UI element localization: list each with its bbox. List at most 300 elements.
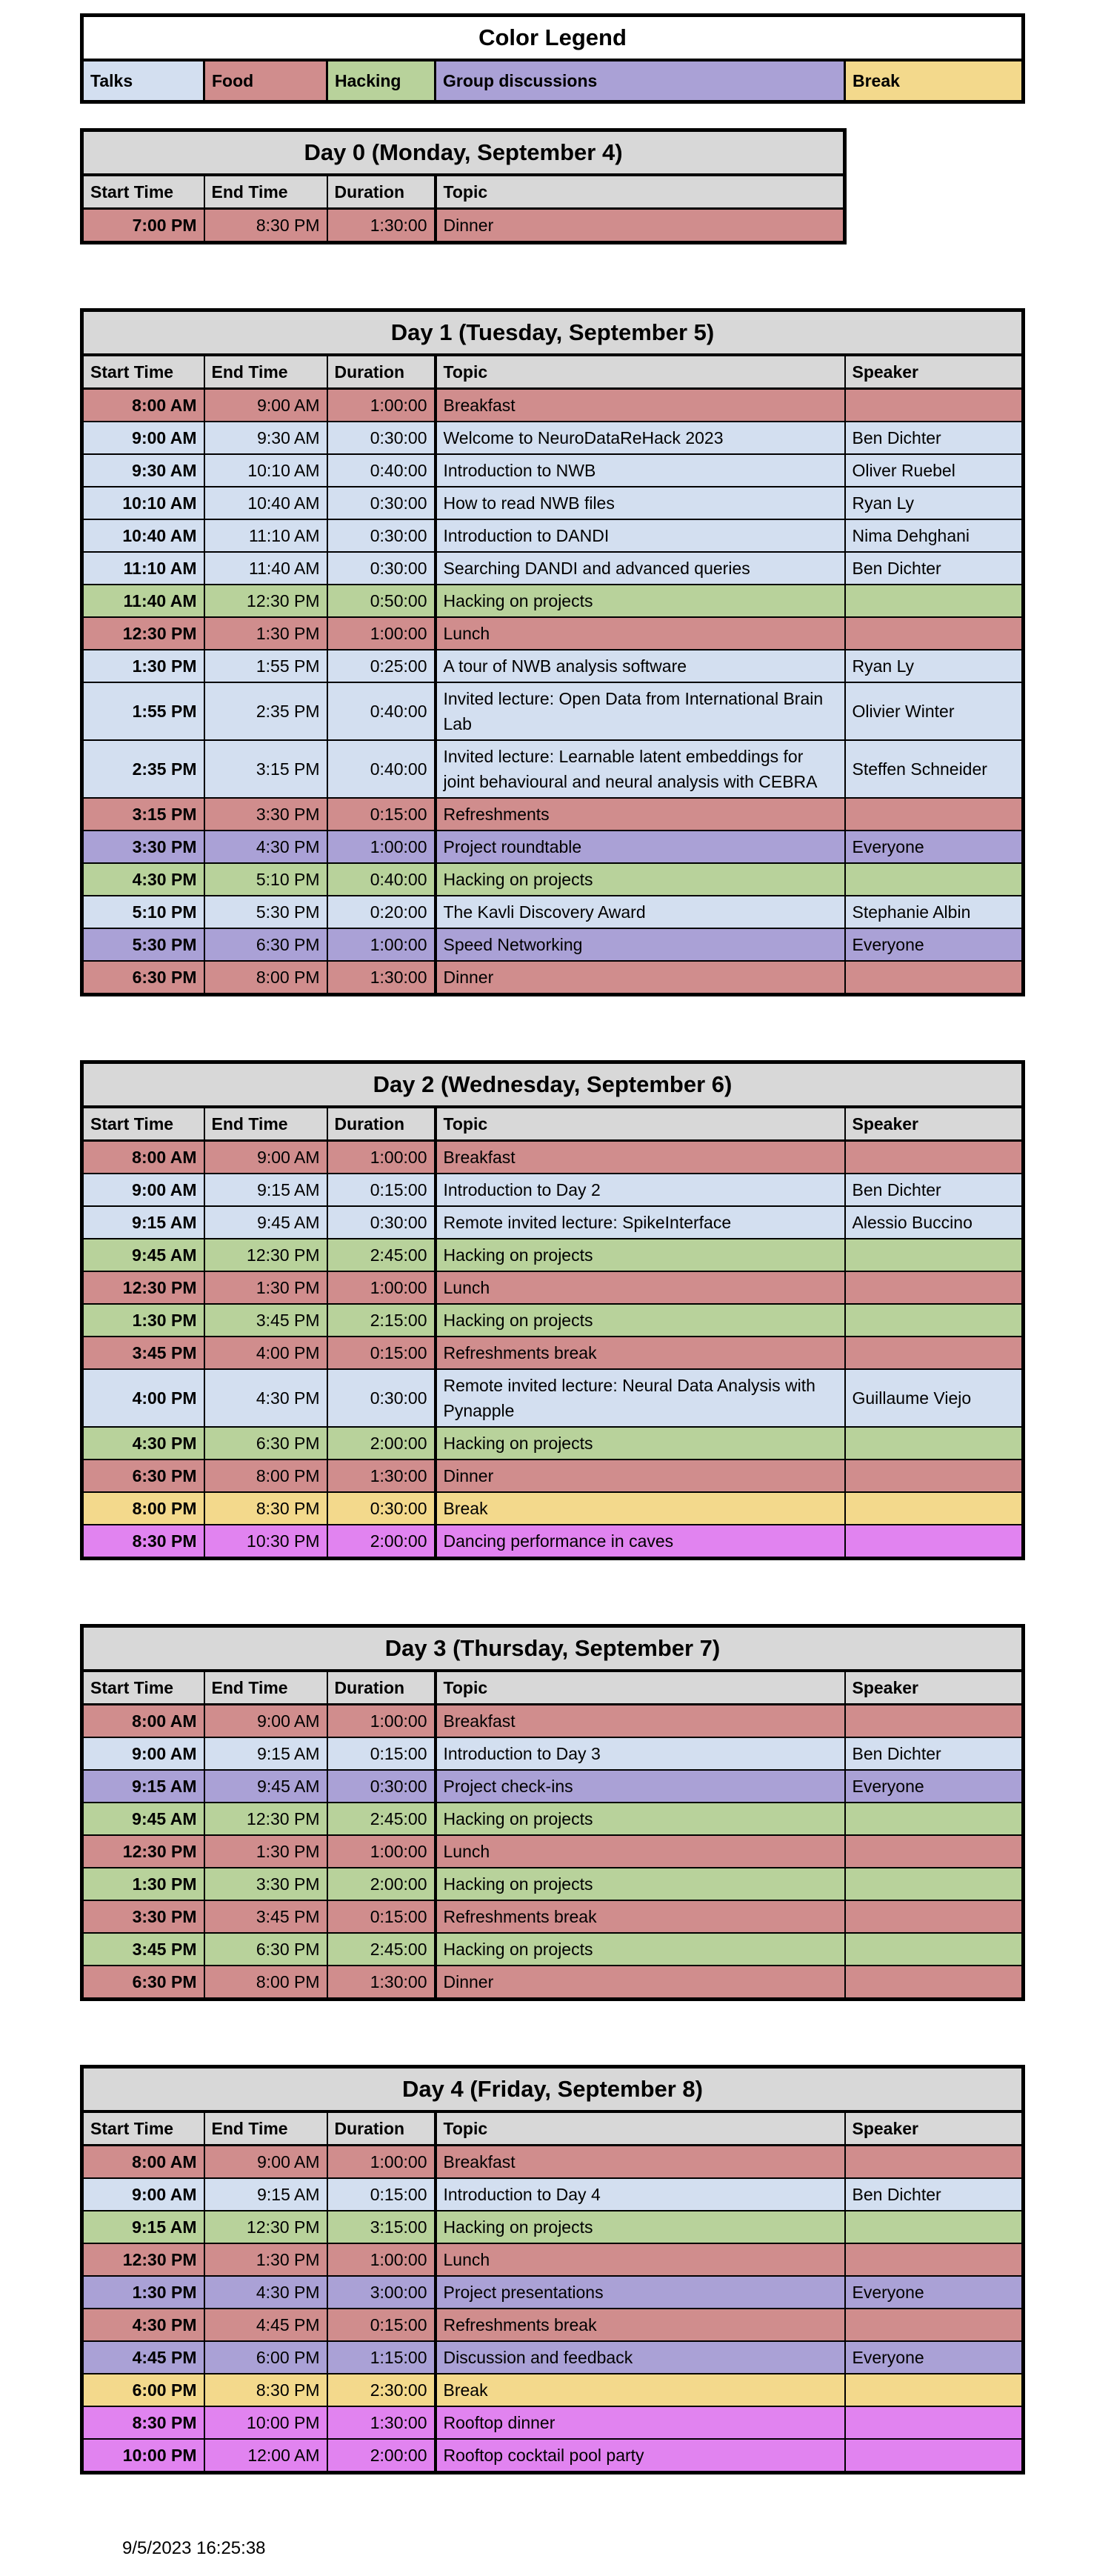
start-cell: 8:30 PM	[82, 2406, 204, 2439]
topic-cell: Lunch	[436, 2243, 845, 2276]
end-cell: 1:55 PM	[204, 650, 327, 682]
topic-cell: Hacking on projects	[436, 1304, 845, 1337]
start-cell: 3:45 PM	[82, 1337, 204, 1369]
col-header-topic: Topic	[436, 175, 845, 209]
topic-cell: Breakfast	[436, 1141, 845, 1174]
speaker-cell: Everyone	[845, 831, 1024, 863]
start-cell: 8:30 PM	[82, 1525, 204, 1559]
end-cell: 12:00 AM	[204, 2439, 327, 2473]
duration-cell: 0:30:00	[327, 1770, 436, 1803]
schedule-row	[82, 2178, 1024, 2211]
start-cell: 3:15 PM	[82, 798, 204, 831]
start-cell: 4:45 PM	[82, 2341, 204, 2374]
speaker-cell	[845, 1933, 1024, 1966]
topic-cell: Remote invited lecture: Neural Data Analysis with Pynapple	[436, 1369, 845, 1427]
end-cell: 6:30 PM	[204, 1933, 327, 1966]
topic-cell: Project check-ins	[436, 1770, 845, 1803]
speaker-cell	[845, 617, 1024, 650]
speaker-cell	[845, 1304, 1024, 1337]
start-cell: 8:00 AM	[82, 2146, 204, 2179]
start-cell: 5:30 PM	[82, 928, 204, 961]
end-cell: 12:30 PM	[204, 585, 327, 617]
col-header-end: End Time	[204, 175, 327, 209]
speaker-cell	[845, 1525, 1024, 1559]
start-cell: 9:15 AM	[82, 2211, 204, 2243]
topic-cell: Dinner	[436, 209, 845, 243]
duration-cell: 1:30:00	[327, 961, 436, 995]
end-cell: 4:45 PM	[204, 2309, 327, 2341]
topic-cell: Introduction to Day 4	[436, 2178, 845, 2211]
schedule-row	[82, 1835, 1024, 1868]
topic-cell: The Kavli Discovery Award	[436, 896, 845, 928]
end-cell: 12:30 PM	[204, 1803, 327, 1835]
end-cell: 8:30 PM	[204, 1492, 327, 1525]
col-header-start: Start Time	[82, 1107, 204, 1141]
topic-cell: Speed Networking	[436, 928, 845, 961]
speaker-cell	[845, 2146, 1024, 2179]
start-cell: 11:10 AM	[82, 552, 204, 585]
start-cell: 9:30 AM	[82, 454, 204, 487]
speaker-cell: Ben Dichter	[845, 1174, 1024, 1206]
topic-cell: Hacking on projects	[436, 2211, 845, 2243]
schedule-row	[82, 487, 1024, 519]
end-cell: 10:40 AM	[204, 487, 327, 519]
schedule-row	[82, 2309, 1024, 2341]
duration-cell: 1:00:00	[327, 1705, 436, 1738]
speaker-cell	[845, 1705, 1024, 1738]
speaker-cell	[845, 1868, 1024, 1900]
start-cell: 4:00 PM	[82, 1369, 204, 1427]
column-header-row	[82, 2111, 1024, 2146]
schedule-row	[82, 1206, 1024, 1239]
duration-cell: 1:30:00	[327, 209, 436, 243]
speaker-cell	[845, 961, 1024, 995]
speaker-cell	[845, 1803, 1024, 1835]
end-cell: 12:30 PM	[204, 1239, 327, 1271]
topic-cell: Discussion and feedback	[436, 2341, 845, 2374]
duration-cell: 1:00:00	[327, 1271, 436, 1304]
schedule-tables	[80, 128, 1111, 2475]
schedule-row	[82, 1966, 1024, 2000]
start-cell: 4:30 PM	[82, 2309, 204, 2341]
duration-cell: 1:30:00	[327, 2406, 436, 2439]
topic-cell: Breakfast	[436, 1705, 845, 1738]
legend-item-group-discussions: Group discussions	[436, 60, 845, 102]
topic-cell: Hacking on projects	[436, 1868, 845, 1900]
topic-cell: Break	[436, 1492, 845, 1525]
duration-cell: 3:15:00	[327, 2211, 436, 2243]
topic-cell: Hacking on projects	[436, 1933, 845, 1966]
duration-cell: 2:45:00	[327, 1803, 436, 1835]
speaker-cell: Ben Dichter	[845, 1737, 1024, 1770]
schedule-row	[82, 961, 1024, 995]
end-cell: 1:30 PM	[204, 617, 327, 650]
schedule-row	[82, 585, 1024, 617]
speaker-cell	[845, 1835, 1024, 1868]
speaker-cell	[845, 2309, 1024, 2341]
speaker-cell	[845, 2439, 1024, 2473]
start-cell: 8:00 AM	[82, 389, 204, 422]
end-cell: 9:00 AM	[204, 2146, 327, 2179]
col-header-start: Start Time	[82, 175, 204, 209]
topic-cell: Refreshments	[436, 798, 845, 831]
speaker-cell: Ben Dichter	[845, 422, 1024, 454]
speaker-cell: Ben Dichter	[845, 2178, 1024, 2211]
end-cell: 6:00 PM	[204, 2341, 327, 2374]
start-cell: 5:10 PM	[82, 896, 204, 928]
end-cell: 11:40 AM	[204, 552, 327, 585]
end-cell: 3:30 PM	[204, 798, 327, 831]
schedule-row	[82, 1271, 1024, 1304]
col-header-duration: Duration	[327, 1107, 436, 1141]
start-cell: 9:00 AM	[82, 1174, 204, 1206]
end-cell: 3:30 PM	[204, 1868, 327, 1900]
topic-cell: Invited lecture: Open Data from International Brain Lab	[436, 682, 845, 740]
start-cell: 9:45 AM	[82, 1803, 204, 1835]
schedule-row	[82, 1900, 1024, 1933]
speaker-cell: Everyone	[845, 928, 1024, 961]
col-header-start: Start Time	[82, 2111, 204, 2146]
topic-cell: Breakfast	[436, 2146, 845, 2179]
start-cell: 3:45 PM	[82, 1933, 204, 1966]
schedule-row	[82, 798, 1024, 831]
col-header-end: End Time	[204, 1671, 327, 1705]
speaker-cell	[845, 1900, 1024, 1933]
col-header-end: End Time	[204, 355, 327, 389]
start-cell: 3:30 PM	[82, 831, 204, 863]
duration-cell: 1:00:00	[327, 617, 436, 650]
col-header-duration: Duration	[327, 1671, 436, 1705]
speaker-cell	[845, 1492, 1024, 1525]
end-cell: 9:00 AM	[204, 1141, 327, 1174]
schedule-row	[82, 519, 1024, 552]
col-header-duration: Duration	[327, 355, 436, 389]
duration-cell: 0:40:00	[327, 740, 436, 798]
topic-cell: Hacking on projects	[436, 1239, 845, 1271]
topic-cell: Welcome to NeuroDataReHack 2023	[436, 422, 845, 454]
schedule-row	[82, 2374, 1024, 2406]
start-cell: 4:30 PM	[82, 1427, 204, 1460]
day-title: Day 2 (Wednesday, September 6)	[82, 1062, 1024, 1108]
schedule-row	[82, 928, 1024, 961]
start-cell: 1:55 PM	[82, 682, 204, 740]
schedule-row	[82, 1803, 1024, 1835]
col-header-speaker: Speaker	[845, 1671, 1024, 1705]
end-cell: 8:00 PM	[204, 1460, 327, 1492]
speaker-cell	[845, 1271, 1024, 1304]
duration-cell: 0:40:00	[327, 454, 436, 487]
col-header-duration: Duration	[327, 175, 436, 209]
speaker-cell: Alessio Buccino	[845, 1206, 1024, 1239]
speaker-cell: Olivier Winter	[845, 682, 1024, 740]
speaker-cell: Ryan Ly	[845, 487, 1024, 519]
schedule-row	[82, 1460, 1024, 1492]
end-cell: 12:30 PM	[204, 2211, 327, 2243]
end-cell: 8:30 PM	[204, 209, 327, 243]
topic-cell: Hacking on projects	[436, 1427, 845, 1460]
col-header-end: End Time	[204, 2111, 327, 2146]
speaker-cell: Nima Dehghani	[845, 519, 1024, 552]
topic-cell: Introduction to Day 2	[436, 1174, 845, 1206]
schedule-row	[82, 1369, 1024, 1427]
schedule-row	[82, 1933, 1024, 1966]
duration-cell: 1:30:00	[327, 1460, 436, 1492]
schedule-row	[82, 740, 1024, 798]
start-cell: 4:30 PM	[82, 863, 204, 896]
start-cell: 1:30 PM	[82, 1868, 204, 1900]
start-cell: 6:30 PM	[82, 1460, 204, 1492]
duration-cell: 0:30:00	[327, 519, 436, 552]
start-cell: 6:00 PM	[82, 2374, 204, 2406]
end-cell: 9:15 AM	[204, 1174, 327, 1206]
start-cell: 8:00 PM	[82, 1492, 204, 1525]
duration-cell: 2:15:00	[327, 1304, 436, 1337]
end-cell: 10:10 AM	[204, 454, 327, 487]
start-cell: 2:35 PM	[82, 740, 204, 798]
speaker-cell: Everyone	[845, 1770, 1024, 1803]
column-header-row	[82, 1107, 1024, 1141]
topic-cell: Dinner	[436, 961, 845, 995]
topic-cell: Hacking on projects	[436, 585, 845, 617]
start-cell: 12:30 PM	[82, 1271, 204, 1304]
schedule-row	[82, 552, 1024, 585]
day-table	[80, 1060, 1025, 1560]
start-cell: 9:00 AM	[82, 1737, 204, 1770]
speaker-cell: Guillaume Viejo	[845, 1369, 1024, 1427]
end-cell: 6:30 PM	[204, 928, 327, 961]
schedule-row	[82, 831, 1024, 863]
schedule-row	[82, 454, 1024, 487]
end-cell: 10:30 PM	[204, 1525, 327, 1559]
schedule-row	[82, 617, 1024, 650]
schedule-row	[82, 1304, 1024, 1337]
start-cell: 1:30 PM	[82, 2276, 204, 2309]
speaker-cell	[845, 2211, 1024, 2243]
topic-cell: Breakfast	[436, 389, 845, 422]
duration-cell: 0:30:00	[327, 552, 436, 585]
schedule-row	[82, 1239, 1024, 1271]
topic-cell: Dancing performance in caves	[436, 1525, 845, 1559]
speaker-cell	[845, 2374, 1024, 2406]
start-cell: 9:15 AM	[82, 1206, 204, 1239]
end-cell: 1:30 PM	[204, 1271, 327, 1304]
duration-cell: 0:15:00	[327, 1337, 436, 1369]
duration-cell: 0:15:00	[327, 1737, 436, 1770]
topic-cell: Hacking on projects	[436, 863, 845, 896]
duration-cell: 0:25:00	[327, 650, 436, 682]
start-cell: 12:30 PM	[82, 617, 204, 650]
schedule-row	[82, 1337, 1024, 1369]
speaker-cell	[845, 1239, 1024, 1271]
end-cell: 1:30 PM	[204, 1835, 327, 1868]
schedule-row	[82, 650, 1024, 682]
start-cell: 11:40 AM	[82, 585, 204, 617]
topic-cell: Introduction to DANDI	[436, 519, 845, 552]
column-header-row	[82, 1671, 1024, 1705]
legend-item-talks: Talks	[82, 60, 204, 102]
topic-cell: Refreshments break	[436, 2309, 845, 2341]
duration-cell: 2:00:00	[327, 1525, 436, 1559]
col-header-topic: Topic	[436, 1671, 845, 1705]
col-header-duration: Duration	[327, 2111, 436, 2146]
end-cell: 8:30 PM	[204, 2374, 327, 2406]
col-header-speaker: Speaker	[845, 1107, 1024, 1141]
topic-cell: Hacking on projects	[436, 1803, 845, 1835]
duration-cell: 0:40:00	[327, 863, 436, 896]
speaker-cell	[845, 585, 1024, 617]
speaker-cell: Stephanie Albin	[845, 896, 1024, 928]
end-cell: 4:30 PM	[204, 2276, 327, 2309]
day-title: Day 4 (Friday, September 8)	[82, 2067, 1024, 2112]
speaker-cell: Ryan Ly	[845, 650, 1024, 682]
duration-cell: 1:30:00	[327, 1966, 436, 2000]
start-cell: 8:00 AM	[82, 1141, 204, 1174]
schedule-row	[82, 1770, 1024, 1803]
topic-cell: A tour of NWB analysis software	[436, 650, 845, 682]
speaker-cell	[845, 2406, 1024, 2439]
speaker-cell	[845, 1141, 1024, 1174]
schedule-row	[82, 2406, 1024, 2439]
start-cell: 9:00 AM	[82, 422, 204, 454]
duration-cell: 1:00:00	[327, 1835, 436, 1868]
duration-cell: 0:30:00	[327, 1206, 436, 1239]
start-cell: 10:40 AM	[82, 519, 204, 552]
col-header-start: Start Time	[82, 1671, 204, 1705]
end-cell: 9:45 AM	[204, 1770, 327, 1803]
start-cell: 7:00 PM	[82, 209, 204, 243]
end-cell: 3:45 PM	[204, 1900, 327, 1933]
end-cell: 9:30 AM	[204, 422, 327, 454]
topic-cell: Remote invited lecture: SpikeInterface	[436, 1206, 845, 1239]
day-table	[80, 1624, 1025, 2001]
col-header-start: Start Time	[82, 355, 204, 389]
end-cell: 11:10 AM	[204, 519, 327, 552]
col-header-topic: Topic	[436, 2111, 845, 2146]
duration-cell: 2:45:00	[327, 1239, 436, 1271]
topic-cell: Lunch	[436, 1271, 845, 1304]
duration-cell: 1:00:00	[327, 2243, 436, 2276]
schedule-row	[82, 2211, 1024, 2243]
speaker-cell	[845, 1427, 1024, 1460]
topic-cell: Project roundtable	[436, 831, 845, 863]
start-cell: 9:15 AM	[82, 1770, 204, 1803]
duration-cell: 1:00:00	[327, 389, 436, 422]
topic-cell: Dinner	[436, 1966, 845, 2000]
duration-cell: 2:30:00	[327, 2374, 436, 2406]
topic-cell: How to read NWB files	[436, 487, 845, 519]
schedule-row	[82, 1174, 1024, 1206]
start-cell: 12:30 PM	[82, 2243, 204, 2276]
duration-cell: 0:20:00	[327, 896, 436, 928]
speaker-cell	[845, 798, 1024, 831]
start-cell: 6:30 PM	[82, 961, 204, 995]
day-table	[80, 128, 847, 244]
legend-item-hacking: Hacking	[327, 60, 436, 102]
topic-cell: Project presentations	[436, 2276, 845, 2309]
column-header-row	[82, 355, 1024, 389]
speaker-cell: Everyone	[845, 2276, 1024, 2309]
schedule-row	[82, 2341, 1024, 2374]
schedule-row	[82, 1525, 1024, 1559]
duration-cell: 1:00:00	[327, 831, 436, 863]
speaker-cell: Steffen Schneider	[845, 740, 1024, 798]
end-cell: 8:00 PM	[204, 1966, 327, 2000]
schedule-row	[82, 422, 1024, 454]
duration-cell: 2:00:00	[327, 1427, 436, 1460]
schedule-row	[82, 389, 1024, 422]
speaker-cell	[845, 863, 1024, 896]
duration-cell: 1:00:00	[327, 1141, 436, 1174]
start-cell: 10:10 AM	[82, 487, 204, 519]
col-header-speaker: Speaker	[845, 2111, 1024, 2146]
col-header-topic: Topic	[436, 1107, 845, 1141]
topic-cell: Refreshments break	[436, 1337, 845, 1369]
col-header-topic: Topic	[436, 355, 845, 389]
speaker-cell	[845, 1966, 1024, 2000]
duration-cell: 0:15:00	[327, 2309, 436, 2341]
speaker-cell: Everyone	[845, 2341, 1024, 2374]
topic-cell: Refreshments break	[436, 1900, 845, 1933]
duration-cell: 2:45:00	[327, 1933, 436, 1966]
schedule-row	[82, 1868, 1024, 1900]
end-cell: 9:00 AM	[204, 1705, 327, 1738]
day-title: Day 0 (Monday, September 4)	[82, 130, 845, 176]
day-table	[80, 2065, 1025, 2475]
topic-cell: Lunch	[436, 1835, 845, 1868]
schedule-row	[82, 1737, 1024, 1770]
duration-cell: 0:15:00	[327, 1174, 436, 1206]
start-cell: 8:00 AM	[82, 1705, 204, 1738]
duration-cell: 1:15:00	[327, 2341, 436, 2374]
col-header-speaker: Speaker	[845, 355, 1024, 389]
schedule-row	[82, 2243, 1024, 2276]
speaker-cell	[845, 1460, 1024, 1492]
end-cell: 3:45 PM	[204, 1304, 327, 1337]
speaker-cell	[845, 2243, 1024, 2276]
start-cell: 6:30 PM	[82, 1966, 204, 2000]
start-cell: 10:00 PM	[82, 2439, 204, 2473]
print-timestamp: 9/5/2023 16:25:38	[122, 2538, 266, 2558]
schedule-row	[82, 1427, 1024, 1460]
end-cell: 9:15 AM	[204, 1737, 327, 1770]
duration-cell: 0:30:00	[327, 1369, 436, 1427]
schedule-row	[82, 682, 1024, 740]
topic-cell: Rooftop cocktail pool party	[436, 2439, 845, 2473]
column-header-row	[82, 175, 845, 209]
schedule-row	[82, 1492, 1024, 1525]
schedule-row	[82, 863, 1024, 896]
end-cell: 10:00 PM	[204, 2406, 327, 2439]
schedule-row	[82, 2146, 1024, 2179]
start-cell: 1:30 PM	[82, 1304, 204, 1337]
schedule-row	[82, 2439, 1024, 2473]
speaker-cell: Oliver Ruebel	[845, 454, 1024, 487]
schedule-row	[82, 209, 845, 243]
start-cell: 9:00 AM	[82, 2178, 204, 2211]
topic-cell: Searching DANDI and advanced queries	[436, 552, 845, 585]
topic-cell: Rooftop dinner	[436, 2406, 845, 2439]
duration-cell: 0:30:00	[327, 487, 436, 519]
legend-item-break: Break	[845, 60, 1024, 102]
col-header-end: End Time	[204, 1107, 327, 1141]
end-cell: 5:10 PM	[204, 863, 327, 896]
topic-cell: Introduction to Day 3	[436, 1737, 845, 1770]
duration-cell: 3:00:00	[327, 2276, 436, 2309]
duration-cell: 0:15:00	[327, 798, 436, 831]
start-cell: 9:45 AM	[82, 1239, 204, 1271]
legend-item-food: Food	[204, 60, 327, 102]
duration-cell: 0:15:00	[327, 2178, 436, 2211]
